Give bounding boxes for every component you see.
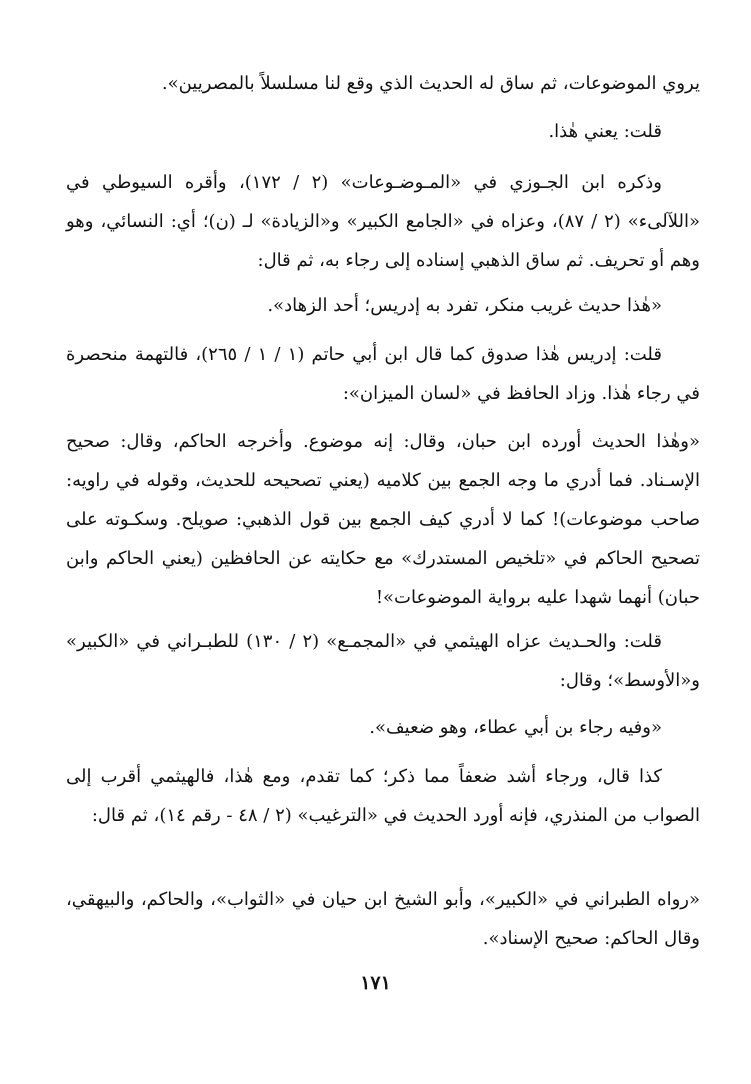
quote-targhib: «رواه الطبراني في «الكبير»، وأبو الشيخ ابن حيان في «الثواب»، والحاكم، والبيهقي، وقال الحاكم: صحيح الإسناد». xyxy=(66,889,700,949)
quote-lisan-al-mizan: «وهٰذا الحديث أورده ابن حبان، وقال: إنه موضوع. وأخرجه الحاكم، وقال: صحيح الإسـناد. فما أدري ما وجه الجمع بين كلاميه (يعني تصحيحه للحديث، وقوله في راويه: صاحب موضوعات)! كما لا أدري كيف الجمع بين قول الذهبي: صويلح. وسكـوته على تصحيح الحاكم في «تلخيص المستدرك» مع حكايته عن الحافظين (يعني الحاكم وابن حبان) أنهما شهدا عليه برواية الموضوعات»! xyxy=(66,431,700,608)
paragraph-comment-1: قلت: يعني هٰذا. xyxy=(548,121,662,142)
paragraph-idris: قلت: إدريس هٰذا صدوق كما قال ابن أبي حاتم (١ / ١ / ٢٦٥)، فالتهمة منحصرة في رجاء هٰذا. وزاد الحافظ في «لسان الميزان»: xyxy=(66,344,700,404)
paragraph-continuation: يروي الموضوعات، ثم ساق له الحديث الذي وقع لنا مسلسلاً بالمصريين». xyxy=(161,73,700,94)
quote-majma: «وفيه رجاء بن أبي عطاء، وهو ضعيف». xyxy=(369,717,662,738)
paragraph-ibn-jawzi: وذكره ابن الجـوزي في «المـوضـوعات» (٢ / ١٧٢)، وأقره السيوطي في «اللآلىء» (٢ / ٨٧)، وعزاه في «الجامع الكبير» و«الزيادة» لـ (ن)؛ أي: النسائي، وهو وهم أو تحريف. ثم ساق الذهبي إسناده إلى رجاء به، ثم قال: xyxy=(66,172,700,271)
quote-dhahabi: «هٰذا حديث غريب منكر، تفرد به إدريس؛ أحد الزهاد». xyxy=(267,295,662,316)
paragraph-haythami: قلت: والحـديث عزاه الهيثمي في «المجمـع» (٢ / ١٣٠) للطبـراني في «الكبير» و«الأوسط»؛ وقال: xyxy=(66,631,700,691)
paragraph-mundhiri: كذا قال، ورجاء أشد ضعفاً مما ذكر؛ كما تقدم، ومع هٰذا، فالهيثمي أقرب إلى الصواب من المنذري، فإنه أورد الحديث في «الترغيب» (٢ / ٤٨ - رقم ١٤)، ثم قال: xyxy=(66,766,700,826)
page-number: ١٧١ xyxy=(360,972,391,994)
